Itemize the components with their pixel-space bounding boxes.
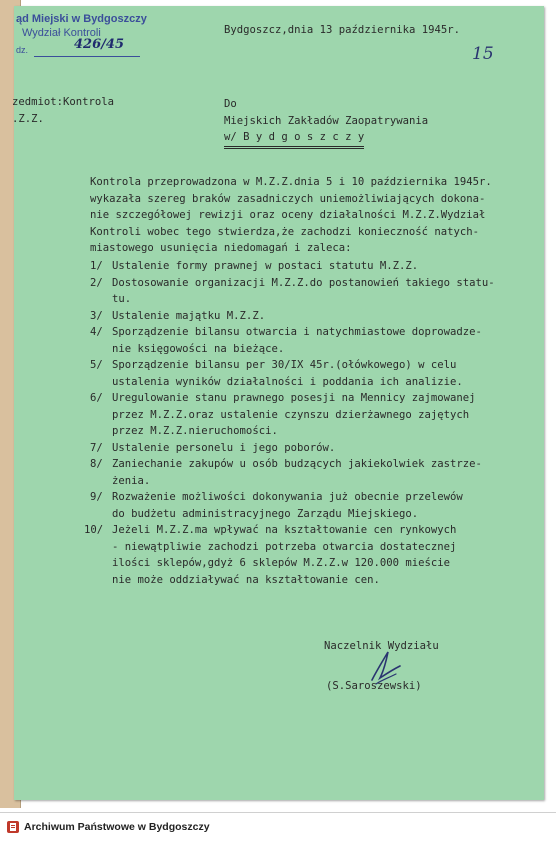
list-item: [90, 258, 495, 275]
subject-line-1: zedmiot:Kontrola: [12, 96, 115, 108]
archive-name: Archiwum Państwowe w Bydgoszczy: [24, 821, 210, 833]
list-item: [90, 456, 495, 489]
item-line: Rozważenie możliwości dokonywania już obecnie przelewów: [112, 491, 463, 503]
archive-footer: [0, 812, 556, 841]
item-line: nie może oddziaływać na kształtowanie cen.: [112, 573, 380, 586]
handwritten-page-number: 15: [472, 44, 494, 64]
signature-title: Naczelnik Wydziału: [324, 640, 439, 652]
subject-line-2: .Z.Z.: [12, 112, 44, 125]
handwritten-reference-number: 426/45: [74, 37, 124, 52]
item-number: 8/: [90, 458, 103, 470]
item-line: Ustalenie formy prawnej w postaci statutu M.Z.Z.: [112, 260, 419, 272]
item-number: 1/: [90, 260, 103, 272]
item-number: 5/: [90, 359, 103, 371]
subject-block: [12, 94, 114, 127]
date-line: Bydgoszcz,dnia 13 października 1945r.: [224, 24, 460, 36]
document-page: [14, 6, 544, 800]
recipient-line-2: Miejskich Zakładów Zaopatrywania: [224, 114, 429, 127]
item-number: 9/: [90, 491, 103, 503]
stamp-number-line: [34, 37, 140, 57]
office-stamp: [16, 12, 147, 57]
item-line: przez M.Z.Z.nieruchomości.: [112, 425, 278, 437]
item-line: Ustalenie personelu i jego poborów.: [112, 441, 336, 454]
item-line: żenia.: [112, 474, 151, 487]
item-line: Sporządzenie bilansu per 30/IX 45r.(ołówkowego) w celu: [112, 359, 457, 371]
body-line: miastowego usunięcia niedomagań i zaleca:: [90, 242, 352, 254]
recommendations-list: [84, 258, 495, 588]
item-number: 3/: [90, 309, 103, 322]
stamp-line-2: Wydział Kontroli: [22, 27, 101, 39]
signatory-name: (S.Saroszewski): [326, 680, 422, 692]
list-item: [90, 357, 495, 390]
list-item: [90, 440, 495, 457]
item-number: 10/: [84, 524, 104, 536]
item-number: 7/: [90, 441, 103, 454]
item-number: 6/: [90, 392, 103, 404]
list-item: [90, 324, 495, 357]
item-line: ustalenia wyników działalności i poddania ich analizie.: [112, 375, 463, 388]
item-line: nie księgowości na bieżące.: [112, 342, 285, 355]
item-line: Sporządzenie bilansu otwarcia i natychmiastowe doprowadze-: [112, 326, 482, 338]
stamp-number-row: [16, 37, 147, 57]
item-line: Jeżeli M.Z.Z.ma wpływać na kształtowanie cen rynkowych: [112, 524, 457, 536]
recipient-block: [224, 96, 428, 149]
item-line: Zaniechanie zakupów u osób budzących jakiekolwiek zastrze-: [112, 458, 482, 470]
body-line: Kontrola przeprowadzona w M.Z.Z.dnia 5 i 10 października 1945r.: [90, 176, 492, 188]
item-line: Dostosowanie organizacji M.Z.Z.do postanowień takiego statu-: [112, 276, 495, 289]
item-line: Ustalenie majątku M.Z.Z.: [112, 309, 266, 322]
list-item: [90, 489, 495, 522]
recipient-line-3: w/ B y d g o s z c z y: [224, 129, 364, 149]
item-line: - niewątpliwie zachodzi potrzeba otwarcia dostatecznej: [112, 540, 457, 553]
list-item: [90, 275, 495, 308]
stamp-line-1: ąd Miejski w Bydgoszczy: [16, 13, 147, 25]
item-number: 2/: [90, 276, 103, 289]
list-item: [84, 522, 495, 588]
item-line: Uregulowanie stanu prawnego posesji na Mennicy zajmowanej: [112, 392, 476, 404]
item-number: 4/: [90, 326, 103, 338]
stamp-nr-label: dz.: [16, 45, 29, 55]
body-paragraph: [90, 174, 492, 257]
list-item: [90, 390, 495, 440]
list-item: [90, 308, 495, 325]
body-line: wykazała szereg braków zasadniczych uniemożliwiających dokona-: [90, 192, 486, 205]
item-line: tu.: [112, 293, 132, 305]
body-line: nie szczegółowej rewizji oraz oceny działalności M.Z.Z.Wydział: [90, 209, 486, 221]
item-line: ilości sklepów,gdyż 6 sklepów M.Z.Z.w 120.000 mieście: [112, 557, 451, 569]
archive-logo-icon: [6, 820, 20, 834]
body-line: Kontroli wobec tego stwierdza,że zachodzi konieczność natych-: [90, 225, 480, 238]
recipient-line-1: Do: [224, 98, 237, 110]
item-line: do budżetu administracyjnego Zarządu Miejskiego.: [112, 507, 419, 520]
item-line: przez M.Z.Z.oraz ustalenie czynszu dzierżawnego zajętych: [112, 408, 470, 421]
